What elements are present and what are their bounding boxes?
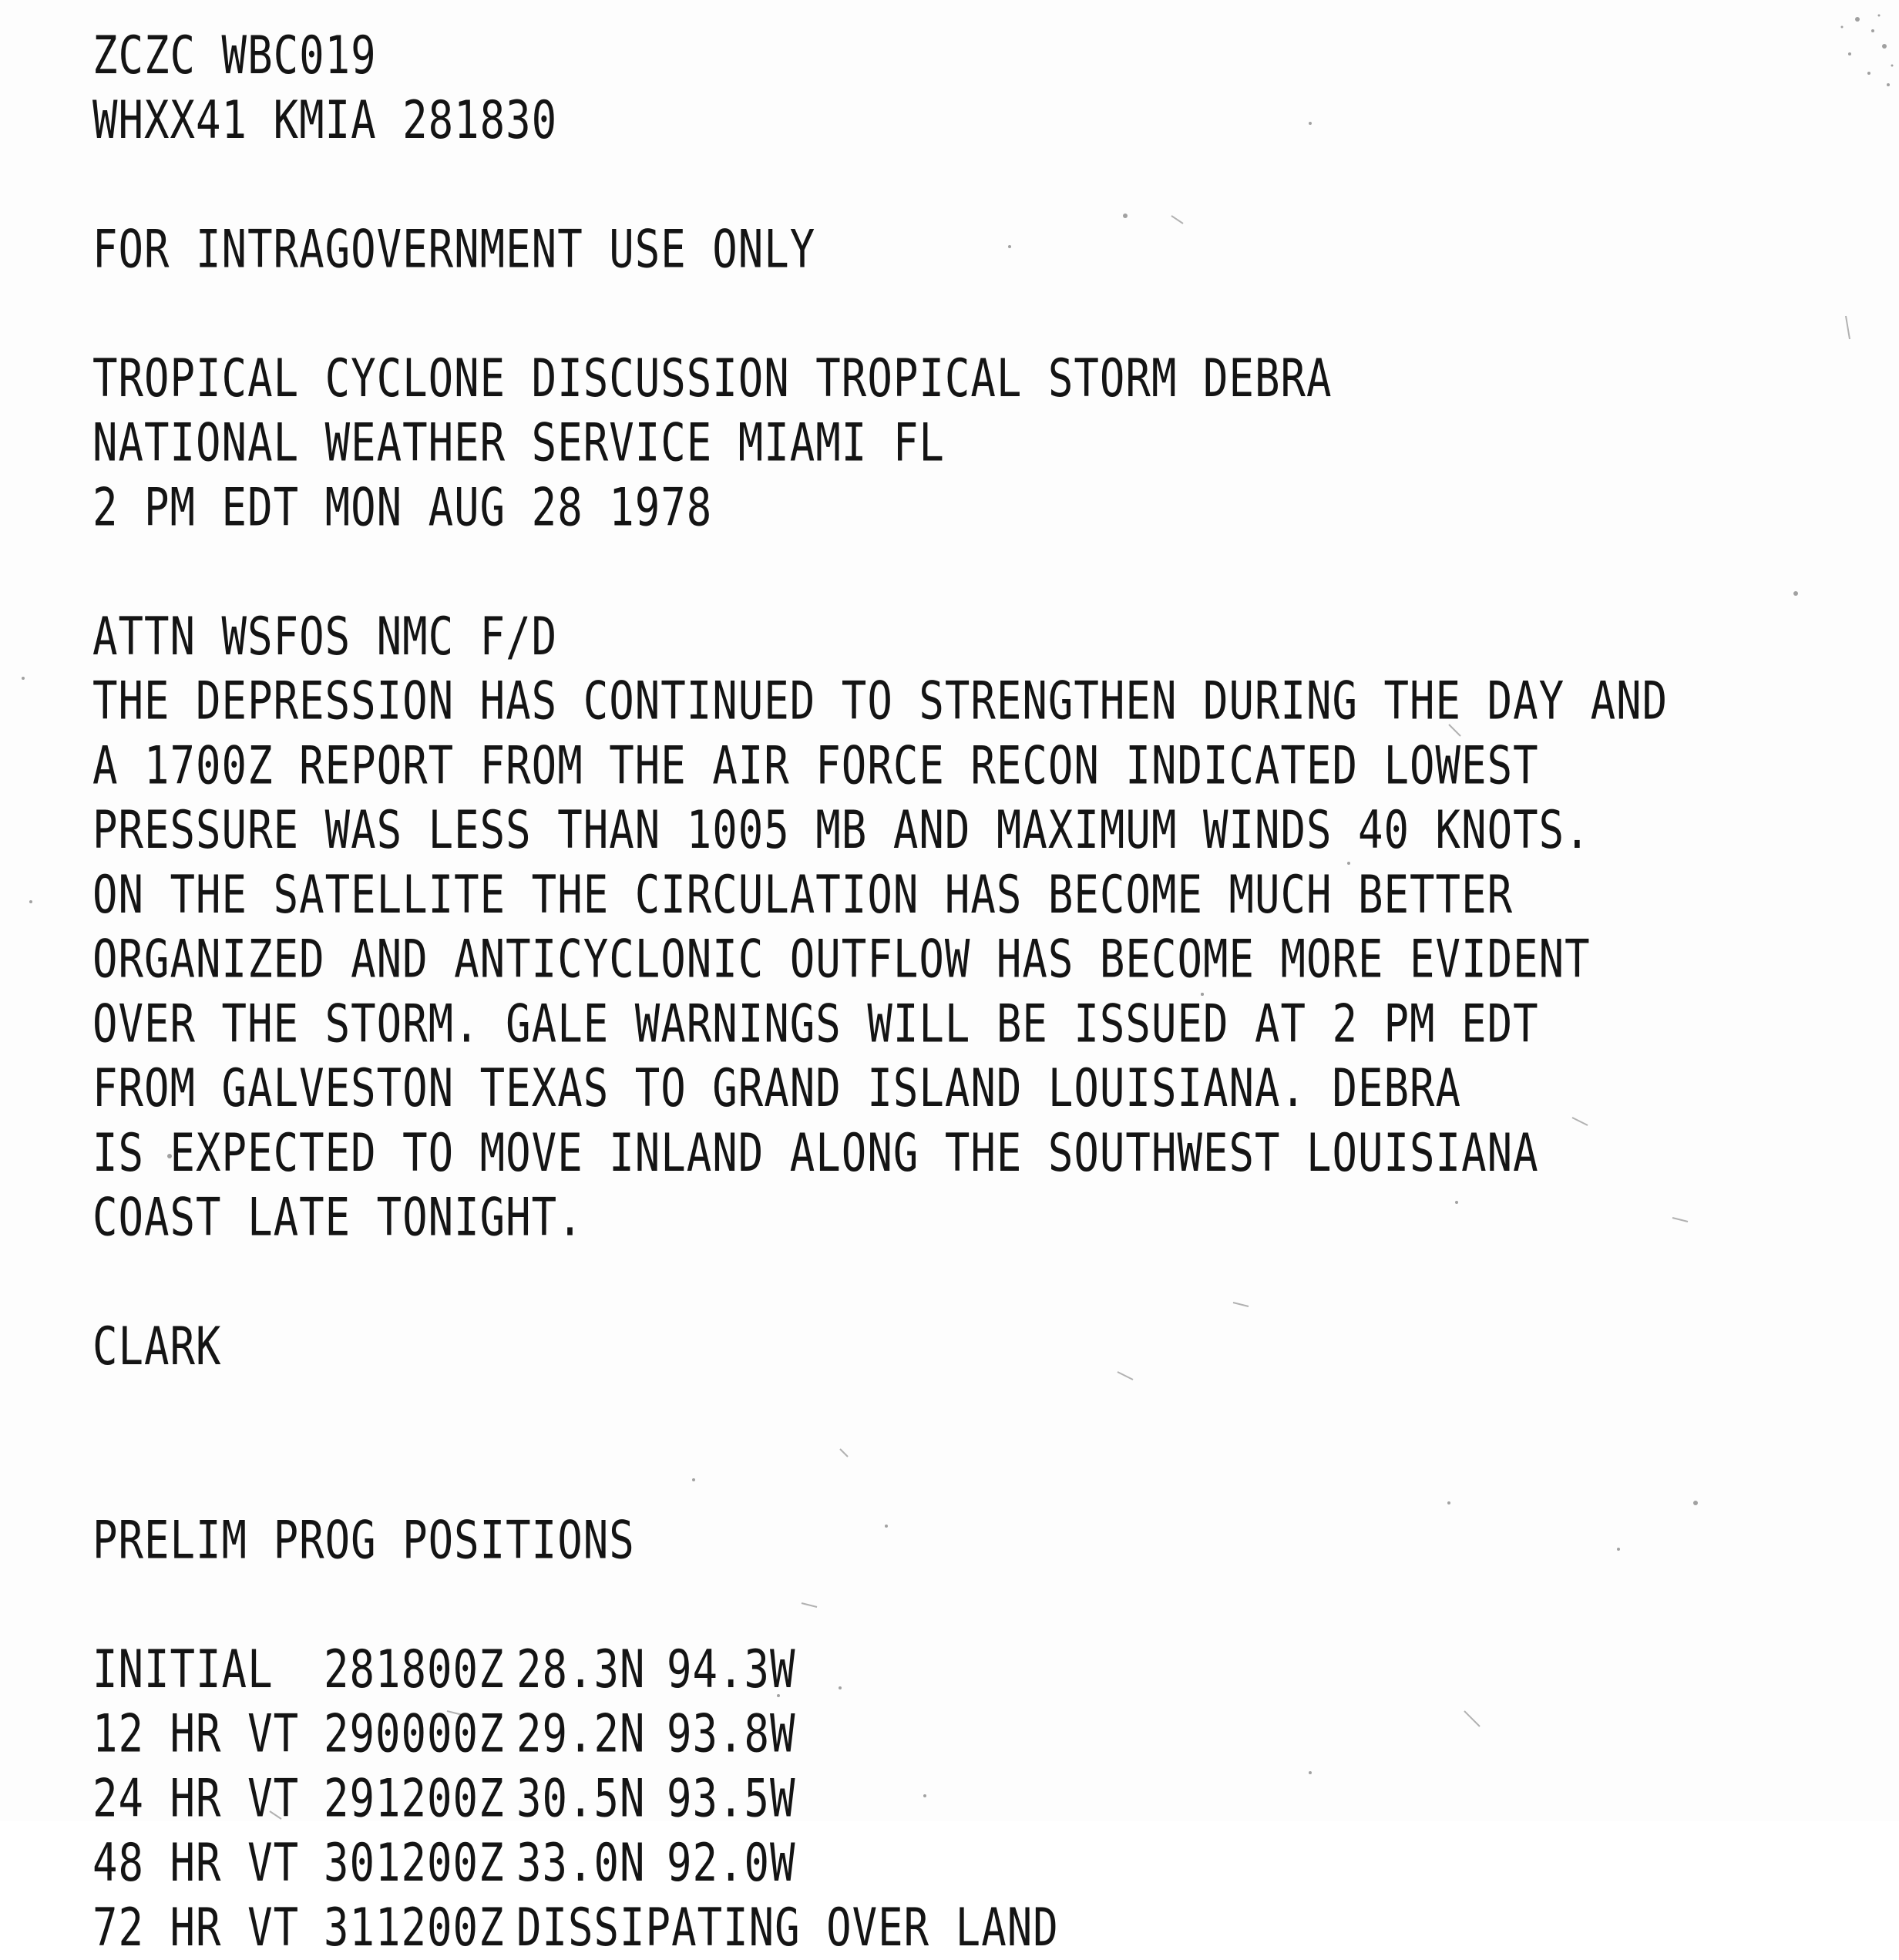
positions-heading: PRELIM PROG POSITIONS [92,1509,635,1571]
header-routing-code: ZCZC WBC019 [92,25,377,86]
position-label: 24 HR VT [92,1767,300,1829]
issuing-office: NATIONAL WEATHER SERVICE MIAMI FL [92,412,945,473]
position-row [92,1766,1788,1831]
position-lon: 94.3W [667,1639,796,1699]
position-time: 290000Z [324,1703,505,1764]
bulletin-text [92,23,1788,1960]
body-line: ON THE SATELLITE THE CIRCULATION HAS BECOME MUCH BETTER [92,864,1514,925]
position-label: 12 HR VT [92,1703,300,1764]
position-label: 48 HR VT [92,1832,300,1894]
forecaster-signature: CLARK [92,1316,222,1377]
body-line: A 1700Z REPORT FROM THE AIR FORCE RECON INDICATED LOWEST [92,735,1539,796]
body-line: OVER THE STORM. GALE WARNINGS WILL BE ISSUED AT 2 PM EDT [92,993,1539,1054]
issue-time: 2 PM EDT MON AUG 28 1978 [92,476,713,538]
position-row [92,1637,1788,1702]
position-time: 311200Z [324,1897,505,1958]
document-title: TROPICAL CYCLONE DISCUSSION TROPICAL STORM DEBRA [92,348,1333,408]
position-lat: 30.5N [516,1767,646,1829]
position-row [92,1831,1788,1895]
position-row [92,1702,1788,1767]
position-lat: 29.2N [516,1703,646,1764]
body-line: COAST LATE TONIGHT. [92,1187,583,1248]
position-label: 72 HR VT [92,1897,300,1958]
position-lat: 33.0N [516,1832,646,1894]
position-lat: 28.3N [516,1639,646,1699]
body-line: THE DEPRESSION HAS CONTINUED TO STRENGTHEN DURING THE DAY AND [92,671,1669,731]
position-lon: 93.8W [667,1703,796,1764]
position-lon: 92.0W [667,1832,796,1894]
position-lon: 93.5W [667,1767,796,1829]
position-time: 291200Z [324,1767,505,1829]
body-line: PRESSURE WAS LESS THAN 1005 MB AND MAXIMUM WINDS 40 KNOTS. [92,799,1591,861]
position-time: 301200Z [324,1832,505,1894]
body-line: FROM GALVESTON TEXAS TO GRAND ISLAND LOUISIANA. DEBRA [92,1057,1462,1119]
classification-notice: FOR INTRAGOVERNMENT USE ONLY [92,218,816,280]
position-row [92,1895,1788,1960]
position-label: INITIAL [92,1639,274,1699]
attention-line: ATTN WSFOS NMC F/D [92,606,558,667]
header-bulletin-id: WHXX41 KMIA 281830 [92,89,558,150]
body-line: ORGANIZED AND ANTICYCLONIC OUTFLOW HAS BECOME MORE EVIDENT [92,929,1591,990]
body-line: IS EXPECTED TO MOVE INLAND ALONG THE SOUTHWEST LOUISIANA [92,1122,1539,1183]
position-time: 281800Z [324,1639,505,1699]
position-status: DISSIPATING OVER LAND [516,1897,1059,1958]
